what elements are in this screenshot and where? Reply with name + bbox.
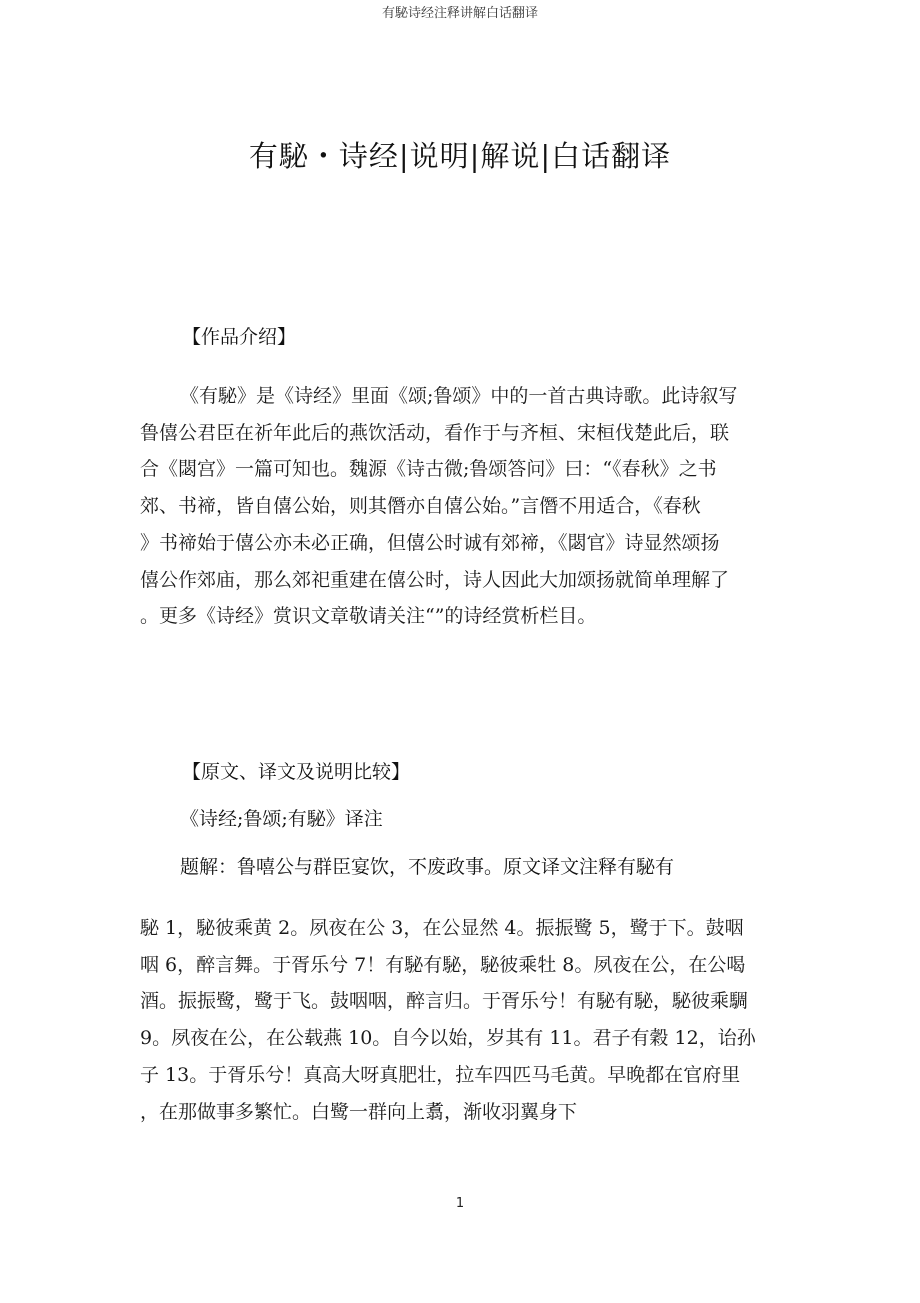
original-line: 子 13。于胥乐兮！真高大呀真肥壮，拉车四匹马毛黄。早晚都在官府里 bbox=[140, 1063, 741, 1086]
translation-subtitle: 《诗经;鲁颂;有駜》译注 bbox=[180, 808, 383, 830]
intro-line: 合《閟宫》一篇可知也。魏源《诗古微;鲁颂答问》曰：“《春秋》之书 bbox=[140, 458, 717, 481]
intro-paragraph bbox=[140, 378, 790, 635]
original-line: 9。夙夜在公，在公载燕 10。自今以始，岁其有 11。君子有穀 12，诒孙 bbox=[140, 1027, 756, 1050]
page-number: 1 bbox=[455, 1196, 465, 1211]
intro-line: 《有駜》是《诗经》里面《颂;鲁颂》中的一首古典诗歌。此诗叙写 bbox=[180, 385, 738, 407]
intro-line: 》书禘始于僖公亦未必正确，但僖公时诚有郊禘，《閟官》诗显然颂扬 bbox=[140, 531, 720, 554]
explanation-line: 题解：鲁嘻公与群臣宴饮，不废政事。原文译文注释有駜有 bbox=[180, 856, 675, 878]
section-heading-original: 【原文、译文及说明比较】 bbox=[182, 761, 411, 783]
intro-line: 郊、书禘，皆自僖公始，则其僭亦自僖公始。”言僭不用适合，《春秋 bbox=[140, 495, 701, 518]
intro-line: 僖公作郊庙，那么郊祀重建在僖公时，诗人因此大加颂扬就简单理解了 bbox=[140, 568, 730, 591]
intro-line: 。更多《诗经》赏识文章敬请关注“”的诗经赏析栏目。 bbox=[140, 605, 597, 628]
document-title: 有駜・诗经|说明|解说|白话翻译 bbox=[248, 139, 672, 173]
original-line: 駜 1，駜彼乘黄 2。夙夜在公 3，在公显然 4。振振鹭 5，鹭于下。鼓咽 bbox=[140, 917, 744, 939]
section-heading-intro: 【作品介绍】 bbox=[182, 326, 297, 348]
original-line: 酒。振振鹭，鹭于飞。鼓咽咽，醉言归。于胥乐兮！有駜有駜，駜彼乘騆 bbox=[140, 990, 749, 1013]
intro-line: 鲁僖公君臣在祈年此后的燕饮活动，看作于与齐桓、宋桓伐楚此后，联 bbox=[140, 421, 730, 444]
original-paragraph bbox=[140, 910, 790, 1130]
running-header: 有駜诗经注释讲解白话翻译 bbox=[381, 6, 538, 21]
original-line: ，在那做事多繁忙。白鹭一群向上翥，渐收羽翼身下 bbox=[140, 1100, 578, 1123]
original-line: 咽 6，醉言舞。于胥乐兮 7！有駜有駜，駜彼乘牡 8。夙夜在公，在公喝 bbox=[140, 953, 746, 976]
